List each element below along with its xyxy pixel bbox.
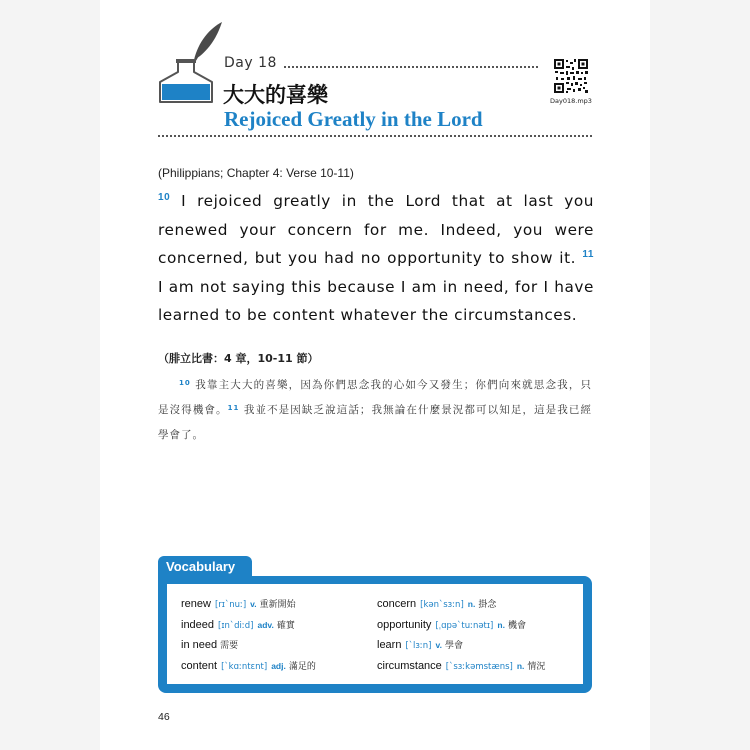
vocab-word: content (181, 659, 218, 672)
header-divider (158, 135, 592, 137)
vocabulary-column-left (181, 597, 316, 679)
audio-file-caption: Day018.mp3 (550, 97, 592, 105)
dotted-divider (284, 66, 538, 68)
verse-reference-chinese: （腓立比書：4 章，10-11 節） (158, 352, 319, 365)
verse-number: 11 (582, 249, 594, 260)
vocab-pos: v. (435, 640, 442, 650)
verse-number: 11 (227, 404, 240, 412)
vocab-pos: adv. (257, 619, 274, 630)
vocab-word: concern (377, 598, 417, 610)
day-label: Day 18 (224, 55, 277, 71)
vocab-entry (377, 618, 545, 639)
verse-number: 10 (158, 192, 171, 203)
vocab-meaning: 確實 (276, 620, 295, 631)
page-title-english: Rejoiced Greatly in the Lord (224, 107, 483, 131)
vocab-ipa: [kənˋsɜːn] (420, 600, 464, 610)
verse-number: 10 (179, 379, 191, 387)
vocab-word: in need (181, 639, 218, 651)
vocab-ipa: [rɪˋnuː] (214, 600, 247, 610)
vocab-pos: adj. (271, 660, 286, 671)
vocab-entry (377, 659, 545, 680)
vocab-ipa: [ɪnˋdiːd] (218, 620, 254, 631)
vocab-meaning: 學會 (444, 641, 463, 651)
vocab-meaning: 滿足的 (288, 661, 316, 672)
verse-10-text-chinese: 我靠主大大的喜樂，因為你們思念我的心如今又發生；你們向來就思念我，只是沒得機會。 (158, 379, 592, 416)
vocab-entry (377, 597, 545, 618)
vocab-meaning: 情況 (527, 661, 546, 672)
vocab-pos: v. (250, 599, 257, 609)
vocab-pos: n. (467, 599, 476, 609)
vocab-ipa: [ˋlɜːn] (405, 641, 432, 651)
verse-11-text: I am not saying this because I am in need, for I have learned to be content whatever the circumstances. (158, 277, 594, 324)
vocabulary-column-right (377, 597, 545, 679)
vocab-word: learn (377, 639, 402, 651)
vocabulary-title: Vocabulary (166, 559, 236, 574)
vocab-entry (181, 638, 316, 659)
vocab-entry (377, 638, 545, 659)
vocab-meaning: 需要 (220, 641, 239, 651)
vocab-meaning: 機會 (507, 620, 526, 631)
verse-11-text-chinese: 我並不是因缺乏說這話；我無論在什麼景況都可以知足，這是我已經學會了。 (158, 404, 592, 441)
vocab-word: renew (181, 598, 211, 610)
vocab-meaning: 掛念 (478, 600, 497, 610)
verse-text-english (158, 187, 594, 330)
vocab-ipa: [ˋkɑːntɛnt] (221, 661, 268, 672)
verse-reference-english: (Philippians; Chapter 4: Verse 10-11) (158, 166, 354, 180)
vocab-meaning: 重新開始 (259, 600, 296, 610)
vocab-ipa: [ˋsɜːkəmstæns] (445, 661, 513, 672)
page-number: 46 (158, 711, 170, 723)
vocab-entry (181, 618, 316, 639)
ink-bottle-quill-icon (156, 20, 226, 110)
verse-text-chinese (158, 373, 592, 448)
vocab-pos: n. (497, 619, 505, 630)
qr-code-icon[interactable] (553, 58, 589, 94)
page-title-chinese: 大大的喜樂 (223, 83, 328, 107)
vocab-entry (181, 597, 316, 618)
vocab-word: indeed (181, 618, 215, 631)
vocab-pos: n. (516, 660, 525, 671)
vocab-word: opportunity (377, 618, 432, 631)
vocab-word: circumstance (377, 659, 442, 672)
vocab-entry (181, 659, 316, 680)
vocab-ipa: [ˌɑpəˋtuːnətɪ] (435, 620, 494, 631)
verse-10-text: I rejoiced greatly in the Lord that at last you renewed your concern for me. Indeed, you were concerned, but you had no opportunity to show it. (158, 192, 594, 267)
